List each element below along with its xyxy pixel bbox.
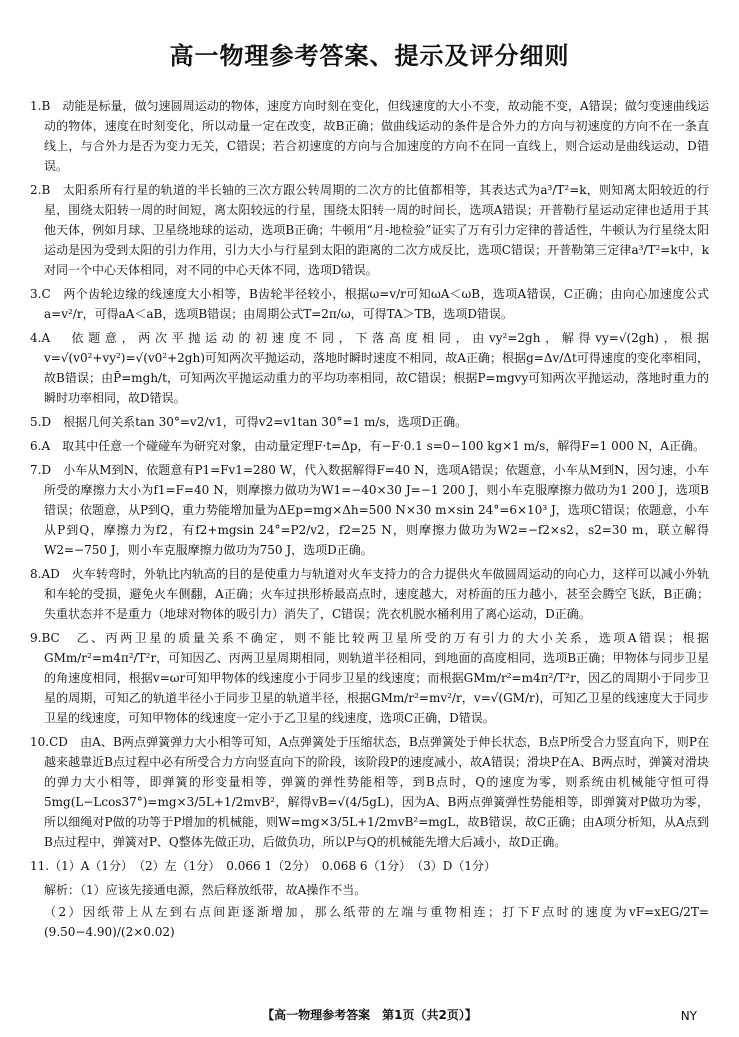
answer-11-analysis-1: 解析：（1）应该先接通电源，然后释放纸带，故A操作不当。 <box>44 883 367 897</box>
answer-item-3: 3.C 两个齿轮边缘的线速度大小相等，B齿轮半径较小，根据ω=v/r可知ωA＜ωB，选项A错误，C正确；由向心加速度公式a=v²/r，可得aA＜aB，选项B错误；由周期公式T=2π/ω，可得TA＞TB，选项D错误。 <box>30 287 709 321</box>
page-title: 高一物理参考答案、提示及评分细则 <box>169 42 570 70</box>
answer-item-2: 2.B 太阳系所有行星的轨道的半长轴的三次方跟公转周期的二次方的比值都相等，其表达式为a³/T²=k，则知离太阳较近的行星，围绕太阳转一周的时间短，离太阳较远的行星，围绕太阳转一周的时间长，选项A错误；开普勒行星运动定律也适用于其他天体，例如月球、卫星绕地球的运动，选项B正确；牛顿用“月-地检验”证实了万有引力定律的普适性，牛顿认为行星绕太阳运动是因为受到太阳的引力作用，引力大小与行星到太阳的距离的二次方成反比，选项C错误；开普勒第三定律a³/T²=k中，k对同一个中心天体相同，对不同的中心天体不同，选项D错误。 <box>30 183 709 277</box>
answer-item-11: 11.（1）A（1分） （2）左（1分） 0.066 1（2分） 0.068 6（1分） （3）D（1分） <box>30 859 497 873</box>
answer-body <box>30 96 709 944</box>
answer-item-8: 8.AD 火车转弯时，外轨比内轨高的目的是使重力与轨道对火车支持力的合力提供火车做圆周运动的向心力，这样可以减小外轨和车轮的受损，避免火车侧翻，A正确；火车过拱形桥最高点时，速度越大，对桥面的压力越小，甚至会腾空飞跃，B正确；失重状态并不是重力（地球对物体的吸引力）消失了，C错误；洗衣机脱水桶利用了离心运动，D正确。 <box>30 567 709 621</box>
page-footer: 【高一物理参考答案 第1页（共2页）】 <box>262 1008 477 1022</box>
answer-item-7: 7.D 小车从M到N，依题意有P1=Fv1=280 W，代入数据解得F=40 N，选项A错误；依题意，小车从M到N，因匀速，小车所受的摩擦力大小为f1=F=40 N，则摩擦力做功为W1=−40×30 J=−1 200 J，则小车克服摩擦力做功为1 200 J，选项B错误；依题意，从P到Q，重力势能增加量为ΔEp=mg×Δh=500 N×30 m×sin 24°=6×10³ J，选项C错误；依题意，小车从P到Q，摩擦力为f2，有f2+mgsin 24°=P2/v2，f2=25 N，则摩擦力做功为W2=−f2×s2，s2=30 m，联立解得W2=−750 J，则小车克服摩擦力做功为750 J，选项D正确。 <box>30 463 709 557</box>
answer-11-analysis-2: （2）因纸带上从左到右点间距逐渐增加，那么纸带的左端与重物相连；打下F点时的速度为vF=xEG/2T=(9.50−4.90)/(2×0.02) <box>44 905 709 939</box>
answer-item-6: 6.A 取其中任意一个碰碰车为研究对象，由动量定理F·t=Δp，有−F·0.1 s=0−100 kg×1 m/s，解得F=1 000 N，A正确。 <box>30 439 705 453</box>
answer-item-10: 10.CD 由A、B两点弹簧弹力大小相等可知，A点弹簧处于压缩状态，B点弹簧处于伸长状态，B点P所受合力竖直向下，则P在越来越靠近B点过程中必有所受合力方向竖直向下的阶段，该阶段P的速度减小，故A错误；滑块P在A、B两点时，弹簧对滑块的弹力大小相等，即弹簧的形变量相等，弹簧的弹性势能相等，到B点时，Q的速度为零，则系统由机械能守恒可得5mg(L−Lcos37°)=mg×3/5L+1/2mvB²，解得vB=√(4/5gL)，因为A、B两点弹簧弹性势能相等，即弹簧对P做功为零，所以细绳对P做的功等于P增加的机械能，则W=mg×3/5L+1/2mvB²=mgL，故B错误，故C正确；由A项分析知，从A点到B点过程中，弹簧对P、Q整体先做正功，后做负功，所以P与Q的机械能先增大后减小，故D正确。 <box>30 735 709 849</box>
answer-item-4: 4.A 依题意，两次平抛运动的初速度不同，下落高度相同，由vy²=2gh，解得vy=√(2gh)，根据v=√(v0²+vy²)=√(v0²+2gh)可知两次平抛运动，落地时瞬时速度不相同，故A正确；根据g=Δv/Δt可得速度的变化率相同，故B错误；由P̄=mgh/t，可知两次平抛运动重力的平均功率相同，故C错误；根据P=mgvy可知两次平抛运动，落地时重力的瞬时功率相同，故D错误。 <box>30 331 709 405</box>
answer-item-5: 5.D 根据几何关系tan 30°=v2/v1，可得v2=v1tan 30°=1 m/s，选项D正确。 <box>30 415 468 429</box>
answer-item-9: 9.BC 乙、丙两卫星的质量关系不确定，则不能比较两卫星所受的万有引力的大小关系，选项A错误；根据GMm/r²=m4π²/T²r，可知因乙、丙两卫星周期相同，则轨道半径相同，到地面的高度相同，选项B正确；甲物体与同步卫星的角速度相同，根据v=ωr可知甲物体的线速度小于同步卫星的线速度；而根据GMm/r²=m4π²/T²r，因乙的周期小于同步卫星的周期，可知乙的轨道半径小于同步卫星的轨道半径，根据GMm/r²=mv²/r，v=√(GM/r)，可知乙卫星的线速度大于同步卫星的线速度，可知甲物体的线速度一定小于乙卫星的线速度，选项C正确，D错误。 <box>30 631 709 725</box>
footer-code: NY <box>680 1009 697 1023</box>
answer-item-1: 1.B 动能是标量，做匀速圆周运动的物体，速度方向时刻在变化，但线速度的大小不变，故动能不变，A错误；做匀变速曲线运动的物体，速度在时刻变化，所以动量一定在改变，故B正确；做曲线运动的条件是合外力的方向与初速度的方向不在一条直线上，与合外力是否为变力无关，C错误；若合初速度的方向与合加速度的方向不在同一直线上，则合运动是曲线运动，D错误。 <box>30 99 709 173</box>
